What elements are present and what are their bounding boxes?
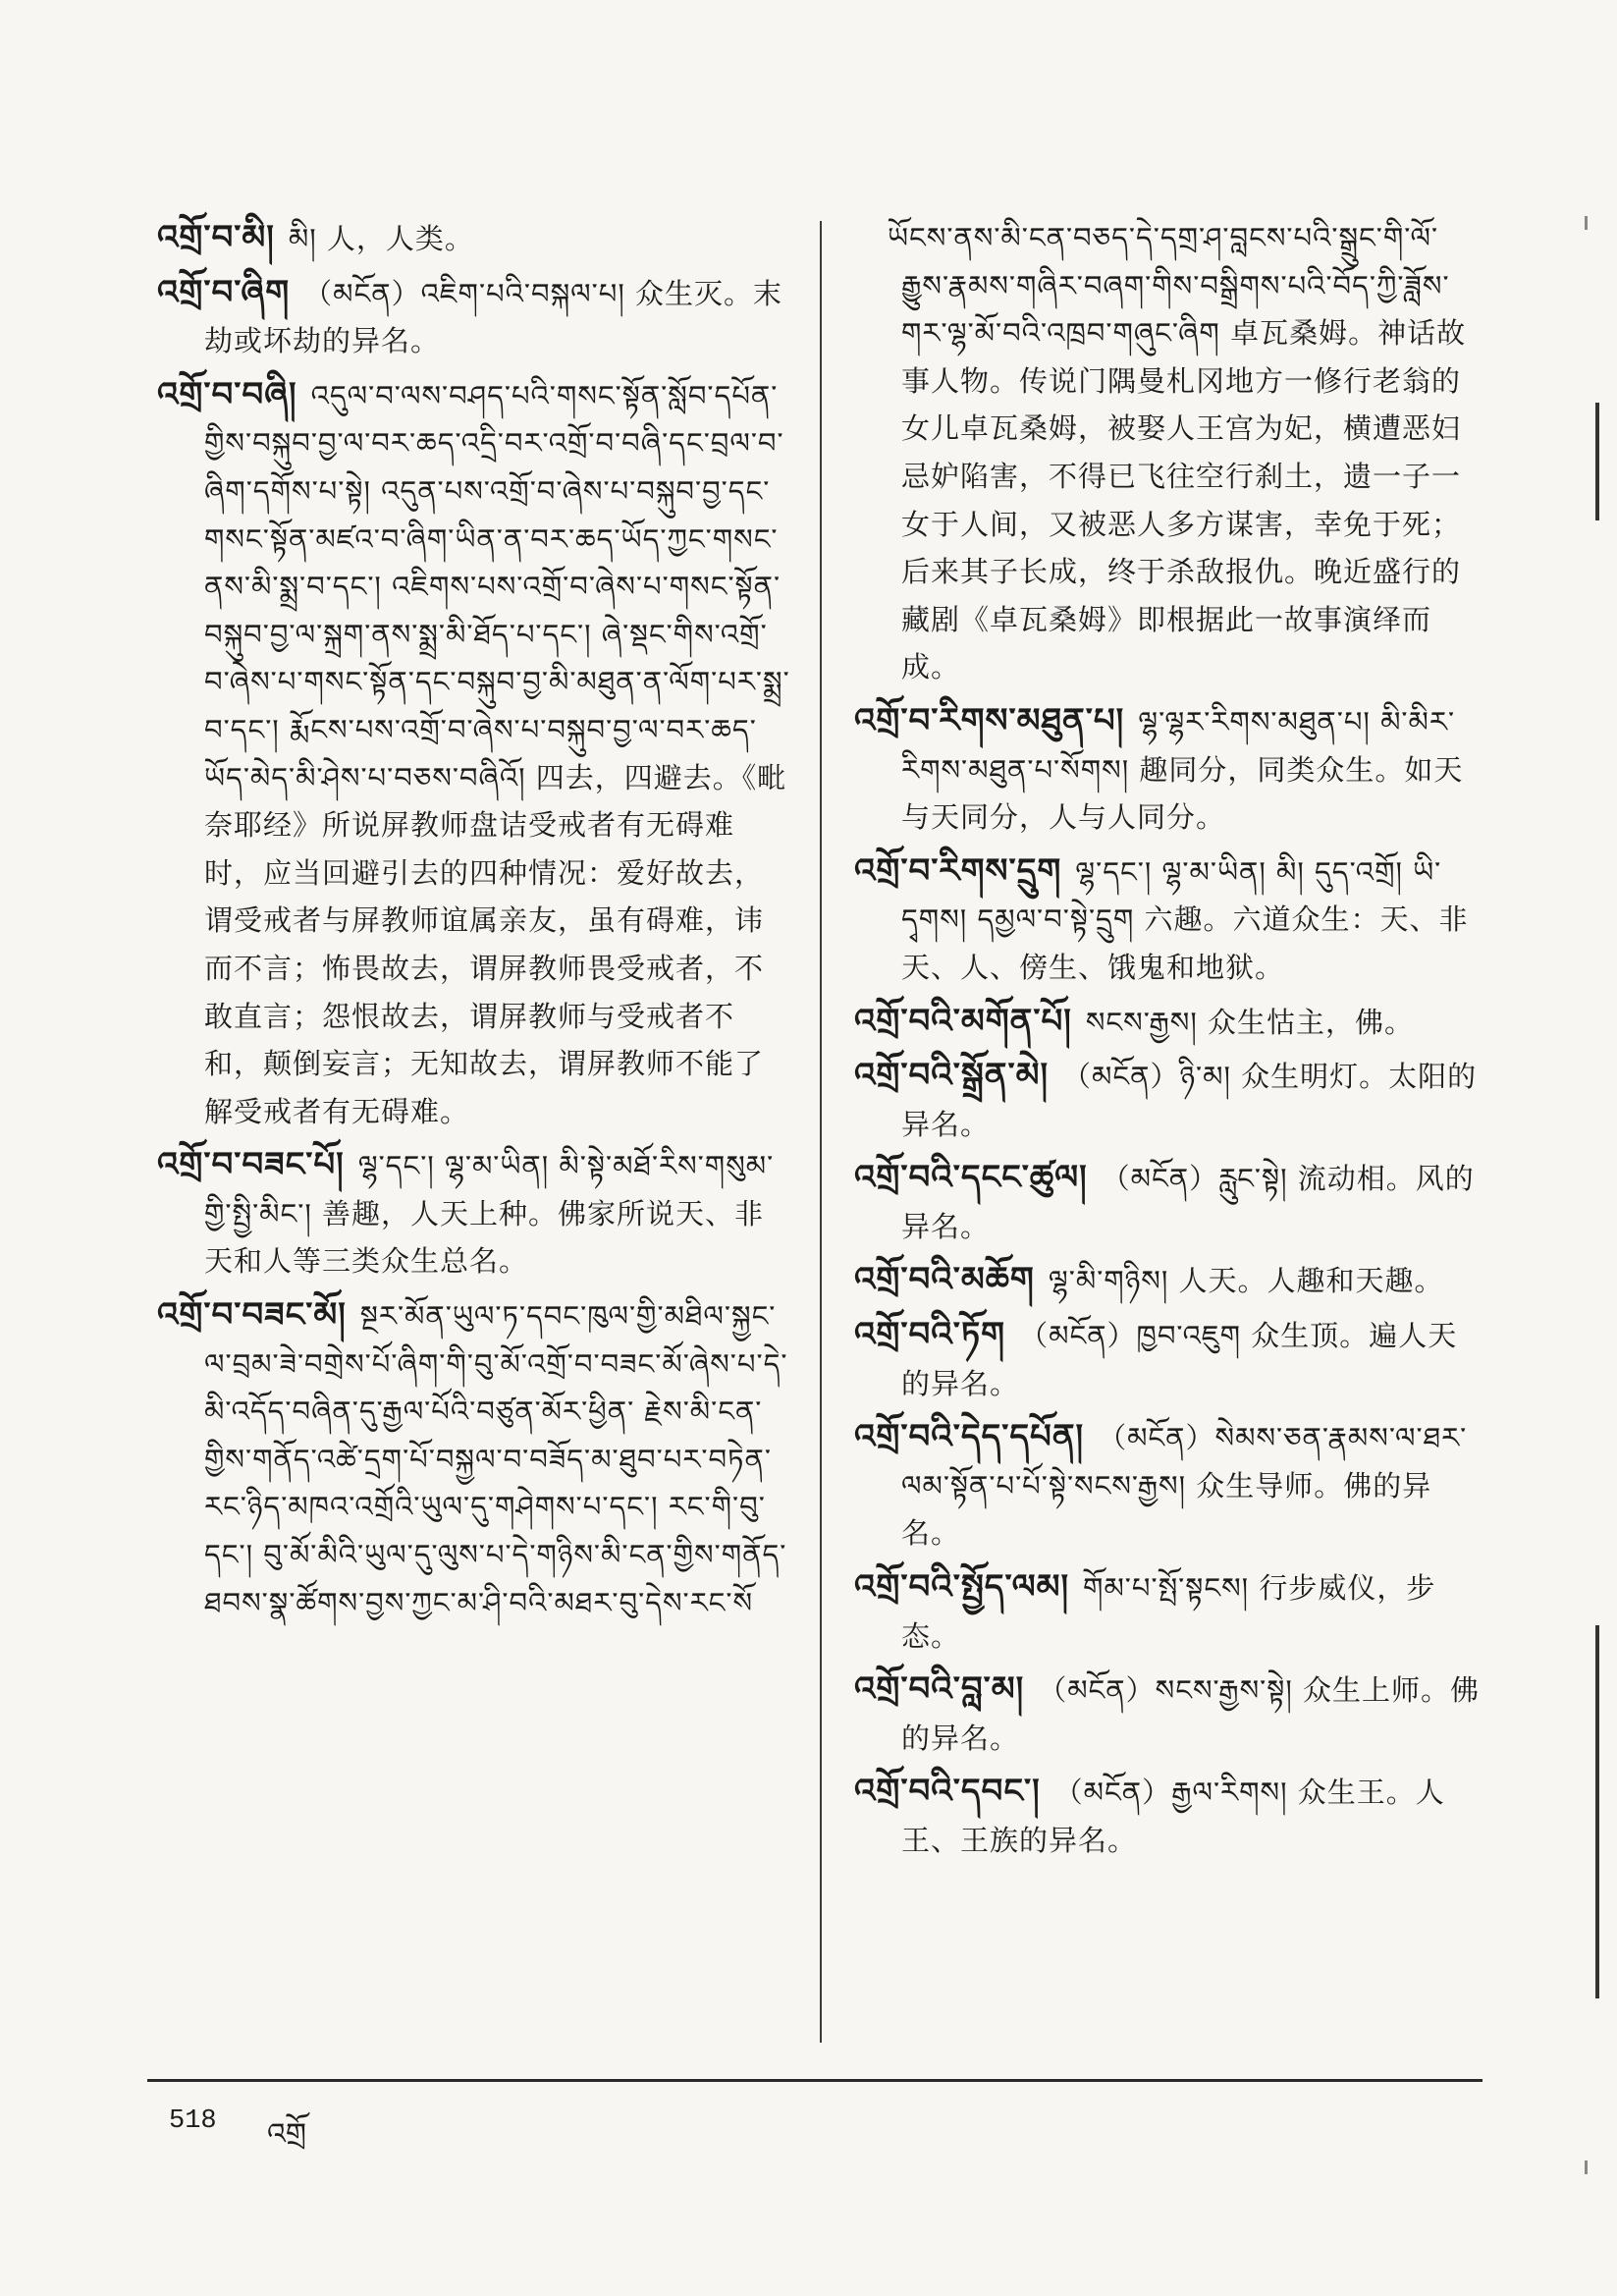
dictionary-entry — [854, 1563, 1482, 1660]
page-number: 518 — [169, 2106, 217, 2136]
dictionary-entry — [854, 1311, 1482, 1407]
entry-definition: （མངོན）སེམས་ཅན་རྣམས་ལ་ཐར་ལམ་སྟོན་པ་པོ་སྟེ་སངས་རྒྱས། 众生导师。佛的异名。 — [901, 1421, 1468, 1551]
entry-headword: འགྲོ་བ་ཞིག — [157, 272, 291, 312]
entry-headword: འགྲོ་བའི་མགོན་པོ། — [854, 1001, 1072, 1041]
entry-headword: འགྲོ་བའི་སྤྱོད་ལམ། — [854, 1567, 1070, 1608]
scan-artifact — [1585, 2160, 1588, 2174]
entry-definition: （མངོན）སངས་རྒྱས་སྟེ། 众生上师。佛的异名。 — [901, 1673, 1481, 1755]
entry-headword: འགྲོ་བའི་དངང་ཚུལ། — [854, 1158, 1088, 1198]
entry-headword: འགྲོ་བའི་ཏོག — [854, 1315, 1006, 1355]
entry-definition: ལྷ་དང་། ལྷ་མ་ཡིན། མི། དུད་འགྲོ། ཡི་དྭགས། དམྱལ་བ་སྟེ་དྲུག 六趣。六道众生：天、非天、人、傍生、饿鬼和地狱。 — [901, 854, 1469, 984]
entry-headword: འགྲོ་བའི་སྒྲོན་མེ། — [854, 1056, 1050, 1096]
entry-headword: འགྲོ་བ་བཟང་པོ། — [157, 1145, 345, 1185]
right-column — [854, 214, 1482, 1871]
entry-definition: གོམ་པ་སྤོ་སྟངས། 行步威仪，步态。 — [901, 1571, 1436, 1653]
dictionary-entry — [157, 371, 790, 1136]
entry-definition: ལྷ་མི་གཉིས། 人天。人趣和天趣。 — [1048, 1264, 1444, 1298]
entry-definition: （མངོན）རྒྱལ་རིགས། 众生王。人王、王族的异名。 — [901, 1776, 1445, 1857]
running-head: འགྲོ — [267, 2117, 307, 2152]
dictionary-entry — [854, 1768, 1482, 1864]
entry-headword: འགྲོ་བ་མི། — [157, 218, 275, 257]
entry-definition: སངས་རྒྱས། 众生怙主，佛。 — [1085, 1005, 1414, 1039]
entry-headword: འགྲོ་བ་བཟང་མོ། — [157, 1295, 347, 1336]
column-divider — [820, 221, 822, 2043]
left-column — [157, 214, 790, 1632]
entry-definition: མི། 人，人类。 — [288, 222, 474, 255]
dictionary-entry — [854, 1413, 1482, 1558]
scan-margin-mark — [1595, 403, 1599, 520]
dictionary-entry — [854, 697, 1482, 842]
entry-definition: （མངོན）ཁྱབ་འཇུག 众生顶。遍人天的异名。 — [901, 1319, 1458, 1400]
entry-definition: （མངོན）རླུང་སྟེ། 流动相。风的异名。 — [901, 1162, 1475, 1243]
entry-definition: ལྷ་དང་། ལྷ་མ་ཡིན། མི་སྟེ་མཐོ་རིས་གསུམ་གྱི་སྤྱི་མིང་། 善趣，人天上种。佛家所说天、非天和人等三类众生总名。 — [204, 1149, 775, 1279]
dictionary-entry — [854, 1666, 1482, 1762]
entry-headword: འགྲོ་བའི་མཆོག — [854, 1260, 1035, 1300]
entry-headword: འགྲོ་བའི་དེད་དཔོན། — [854, 1417, 1085, 1457]
dictionary-entry — [854, 1154, 1482, 1250]
entry-definition: （མངོན）ཉི་མ། 众生明灯。太阳的异名。 — [901, 1060, 1478, 1141]
entry-definition: ལྷ་ལྷར་རིགས་མཐུན་པ། མི་མིར་རིགས་མཐུན་པ་སོགས། 趣同分，同类众生。如天与天同分，人与人同分。 — [901, 704, 1464, 835]
dictionary-entry-continued — [854, 214, 1482, 691]
scan-margin-mark — [1595, 1625, 1599, 1998]
entry-definition: ཡོངས་ནས་མི་ངན་བཅད་དེ་དགྲ་ཤ་བླངས་པའི་སྒྲུང་གི་ལོ་རྒྱུས་རྣམས་གཞིར་བཞག་གིས་བསྒྲིགས་པའི་བོད་ཀྱི་ཟློས་གར་ལྷ་མོ་བའི་འཁྲབ་གཞུང་ཞིག 卓瓦桑姆。神话故事人物。传说门隅曼札冈地方一修行老翁的女儿卓瓦桑姆，被娶人王宫为妃，横遭恶妇忌妒陷害，不得已飞往空行刹土，遗一子一女于人间，又被恶人多方谋害，幸免于死；后来其子长成，终于杀敌报仇。晚近盛行的藏剧《卓瓦桑姆》即根据此一故事演绎而成。 — [888, 221, 1467, 684]
entry-headword: འགྲོ་བའི་དབང་། — [854, 1772, 1041, 1812]
dictionary-entry — [157, 1141, 790, 1285]
entry-definition: （མངོན）འཇིག་པའི་བསྐལ་པ། 众生灭。末劫或坏劫的异名。 — [204, 276, 782, 358]
entry-definition: འདུལ་བ་ལས་བཤད་པའི་གསང་སྟོན་སློབ་དཔོན་གྱིས་བསྐུབ་བྱ་ལ་བར་ཆད་འདྲི་བར་འགྲོ་བ་བཞི་དང་བྲལ་བ་ཞིག་དགོས་པ་སྟེ། འདུན་པས་འགྲོ་བ་ཞེས་པ་བསྐུབ་བྱ་དང་གསང་སྟོན་མཛའ་བ་ཞིག་ཡིན་ན་བར་ཆད་ཡོད་ཀྱང་གསང་ནས་མི་སྨྲ་བ་དང་། འཇིགས་པས་འགྲོ་བ་ཞེས་པ་གསང་སྟོན་བསྐུབ་བྱ་ལ་སྐྲག་ནས་སྨྲ་མི་ཐོད་པ་དང་། ཞེ་སྡང་གིས་འགྲོ་བ་ཞེས་པ་གསང་སྟོན་དང་བསྐུབ་བྱ་མི་མཐུན་ན་ལོག་པར་སྨྲ་བ་དང་། རྨོངས་པས་འགྲོ་བ་ཞེས་པ་བསྐུབ་བྱ་ལ་བར་ཆད་ཡོད་མེད་མི་ཤེས་པ་བཅས་བཞིའོ། 四去，四避去。《毗奈耶经》所说屏教师盘诘受戒者有无碍难时，应当回避引去的四种情况：爱好故去，谓受戒者与屏教师谊属亲友，虽有碍难，讳而不言；怖畏故去，谓屏教师畏受戒者，不敢直言；怨恨故去，谓屏教师与受戒者不和，颠倒妄言；无知故去，谓屏教师不能了解受戒者有无碍难。 — [204, 378, 790, 1128]
scan-artifact — [1585, 216, 1588, 230]
entry-headword: འགྲོ་བ་རིགས་དྲུག — [854, 850, 1062, 891]
entry-headword: འགྲོ་བའི་བླ་མ། — [854, 1669, 1025, 1710]
dictionary-entry — [157, 214, 790, 263]
dictionary-entry — [854, 998, 1482, 1047]
entry-headword: འགྲོ་བ་བཞི། — [157, 374, 297, 414]
dictionary-entry — [854, 1052, 1482, 1148]
dictionary-entry — [157, 1291, 790, 1626]
entry-definition: སྔར་མོན་ཡུལ་ཏ་དབང་ཁུལ་གྱི་མཐིལ་སྐྱང་ལ་བྲམ་ཟེ་བགྲེས་པོ་ཞིག་གི་བུ་མོ་འགྲོ་བ་བཟང་མོ་ཞེས་པ་དེ་མི་འདོད་བཞིན་དུ་རྒྱལ་པོའི་བཙུན་མོར་ཕྱིན་ རྗེས་མི་ངན་གྱིས་གནོད་འཚེ་དྲག་པོ་བསྐྱལ་བ་བཟོད་མ་ཐུབ་པར་བཏེན་རང་ཉིད་མཁའ་འགྲོའི་ཡུལ་དུ་གཤེགས་པ་དང་། རང་གི་བུ་དང་། བུ་མོ་མིའི་ཡུལ་དུ་ལུས་པ་དེ་གཉིས་མི་ངན་གྱིས་གནོད་ཐབས་སྣ་ཚོགས་བྱས་ཀྱང་མ་ཤི་བའི་མཐར་བུ་དེས་རང་སོ — [204, 1299, 788, 1619]
footer-rule — [147, 2079, 1482, 2082]
entry-headword: འགྲོ་བ་རིགས་མཐུན་པ། — [854, 700, 1125, 740]
dictionary-entry — [157, 269, 790, 365]
dictionary-entry — [854, 847, 1482, 992]
dictionary-entry — [854, 1256, 1482, 1305]
